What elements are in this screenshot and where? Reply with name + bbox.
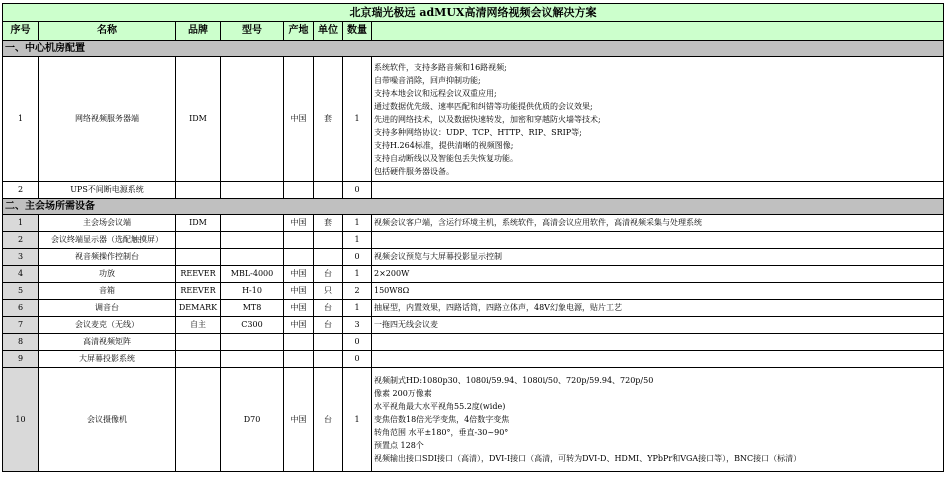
desc-line: 像素 200万像素 [374,389,432,398]
cell-desc [372,283,944,300]
cell-brand: REEVER [176,266,221,283]
table-row [3,317,944,334]
section-row [3,199,944,215]
desc-line: 预置点 128个 [374,441,424,450]
cell-name: 会议终端显示器（选配触摸屏） [39,232,176,249]
table-row [3,215,944,232]
cell-qty: 1 [343,232,372,249]
table-row [3,334,944,351]
cell-desc [372,182,944,199]
cell-brand: DEMARK [176,300,221,317]
cell-name: 会议麦克（无线） [39,317,176,334]
desc-line: 转角范围 水平±180°，垂直-30~90° [374,428,509,437]
desc-line: 支持多种网络协议：UDP、TCP、HTTP、RIP、SRIP等; [374,127,582,137]
cell-unit: 台 [314,368,343,472]
cell-model [221,57,284,182]
cell-model: MT8 [221,300,284,317]
header-qty: 数量 [343,22,372,41]
cell-no: 9 [3,351,39,368]
table-row [3,182,944,199]
table-row [3,249,944,266]
desc-line: 视频输出接口SDI接口（高清），DVI-I接口（高清，可转为DVI-D、HDMI、YPbPr和VGA接口等），BNC接口（标清） [374,454,802,463]
cell-name: 主会场会议端 [39,215,176,232]
cell-model [221,249,284,266]
cell-qty: 0 [343,334,372,351]
cell-origin [284,232,314,249]
table-row [3,351,944,368]
header-name: 名称 [39,22,176,41]
cell-origin: 中国 [284,368,314,472]
desc-line: 视频会议预览与大屏幕投影显示控制 [374,252,502,261]
desc-line: 水平视角最大水平视角55.2度(wide) [374,402,506,411]
cell-name: 功放 [39,266,176,283]
cell-qty: 1 [343,266,372,283]
header-row [3,22,944,41]
section-row [3,41,944,57]
cell-qty: 1 [343,57,372,182]
header-model: 型号 [221,22,284,41]
desc-line: 变焦倍数18倍光学变焦，4倍数字变焦 [374,415,510,424]
cell-name: 音箱 [39,283,176,300]
cell-name: 高清视频矩阵 [39,334,176,351]
cell-name: 会议摄像机 [39,368,176,472]
cell-qty: 0 [343,351,372,368]
cell-desc [372,334,944,351]
cell-no: 2 [3,182,39,199]
cell-origin: 中国 [284,266,314,283]
cell-model [221,215,284,232]
cell-desc [372,300,944,317]
cell-origin [284,351,314,368]
cell-qty: 1 [343,300,372,317]
desc-line: 支持本地会议和远程会议双重应用; [374,88,497,98]
cell-model [221,351,284,368]
cell-qty: 0 [343,182,372,199]
cell-brand: IDM [176,215,221,232]
cell-brand [176,182,221,199]
cell-qty: 2 [343,283,372,300]
cell-unit: 只 [314,283,343,300]
cell-unit [314,351,343,368]
cell-brand: REEVER [176,283,221,300]
cell-no: 5 [3,283,39,300]
cell-no: 10 [3,368,39,472]
cell-unit [314,232,343,249]
cell-desc [372,249,944,266]
desc-line: 150W8Ω [374,286,410,295]
cell-model: H-10 [221,283,284,300]
cell-brand: 自主 [176,317,221,334]
cell-name: 视音频操作控制台 [39,249,176,266]
table-body [3,41,944,472]
desc-line: 一拖四无线会议麦 [374,320,438,329]
cell-qty: 1 [343,215,372,232]
cell-origin [284,249,314,266]
cell-desc [372,57,944,182]
cell-desc [372,266,944,283]
header-no: 序号 [3,22,39,41]
table-row [3,266,944,283]
cell-unit: 套 [314,57,343,182]
cell-no: 2 [3,232,39,249]
desc-line: 系统软件，支持多路音频和16路视频; [374,62,507,72]
cell-desc [372,368,944,472]
desc-line: 抽屉型，内置效果，四路话筒，四路立体声，48V幻象电源，贴片工艺 [374,303,622,312]
section-label: 二、主会场所需设备 [3,199,944,215]
cell-desc [372,232,944,249]
desc-line: 包括硬件服务器设备。 [374,166,454,176]
cell-no: 6 [3,300,39,317]
cell-name: 网络视频服务器端 [39,57,176,182]
cell-model [221,182,284,199]
cell-origin: 中国 [284,57,314,182]
cell-name: 调音台 [39,300,176,317]
cell-desc [372,317,944,334]
cell-brand [176,232,221,249]
cell-no: 3 [3,249,39,266]
header-desc [372,22,944,41]
cell-model: C300 [221,317,284,334]
cell-model: MBL-4000 [221,266,284,283]
cell-origin [284,182,314,199]
cell-unit [314,182,343,199]
desc-line: 2×200W [374,269,410,278]
cell-qty: 0 [343,249,372,266]
cell-brand [176,249,221,266]
desc-line: 视频制式HD:1080p30、1080i/59.94、1080i/50、720p/59.94、720p/50 [374,376,654,385]
table-title: 北京瑞光极远 adMUX高清网络视频会议解决方案 [3,4,944,22]
cell-no: 1 [3,215,39,232]
cell-origin: 中国 [284,317,314,334]
header-origin: 产地 [284,22,314,41]
header-brand: 品牌 [176,22,221,41]
cell-brand [176,351,221,368]
cell-unit [314,334,343,351]
cell-origin: 中国 [284,215,314,232]
cell-unit [314,249,343,266]
cell-origin: 中国 [284,300,314,317]
desc-line: 支持自动断线以及智能包丢失恢复功能。 [374,153,518,163]
table-row [3,283,944,300]
cell-brand: IDM [176,57,221,182]
cell-qty: 3 [343,317,372,334]
cell-desc [372,351,944,368]
table-row [3,368,944,472]
table-row [3,300,944,317]
desc-line: 先进的网络技术，以及数据快速转发，加密和穿越防火墙等技术; [374,114,601,124]
cell-no: 7 [3,317,39,334]
desc-line: 自带噪音消除，回声抑制功能; [374,75,481,85]
table-row [3,57,944,182]
cell-origin [284,334,314,351]
cell-desc [372,215,944,232]
cell-model [221,334,284,351]
cell-unit: 台 [314,300,343,317]
section-label: 一、中心机房配置 [3,41,944,57]
cell-unit: 台 [314,317,343,334]
cell-unit: 套 [314,215,343,232]
cell-unit: 台 [314,266,343,283]
cell-no: 4 [3,266,39,283]
cell-brand [176,368,221,472]
cell-name: UPS不间断电源系统 [39,182,176,199]
cell-brand [176,334,221,351]
desc-line: 视频会议客户端，含运行环境主机，系统软件，高清会议应用软件，高清视频采集与处理系统 [374,218,702,227]
header-unit: 单位 [314,22,343,41]
solution-table [2,3,944,472]
desc-line: 支持H.264标准，提供清晰的视频图像; [374,140,514,150]
desc-line: 通过数据优先级、速率匹配和纠错等功能提供优质的会议效果; [374,101,593,111]
table-row [3,232,944,249]
cell-no: 1 [3,57,39,182]
cell-model [221,232,284,249]
cell-no: 8 [3,334,39,351]
cell-model: D70 [221,368,284,472]
cell-qty: 1 [343,368,372,472]
cell-name: 大屏幕投影系统 [39,351,176,368]
cell-origin: 中国 [284,283,314,300]
